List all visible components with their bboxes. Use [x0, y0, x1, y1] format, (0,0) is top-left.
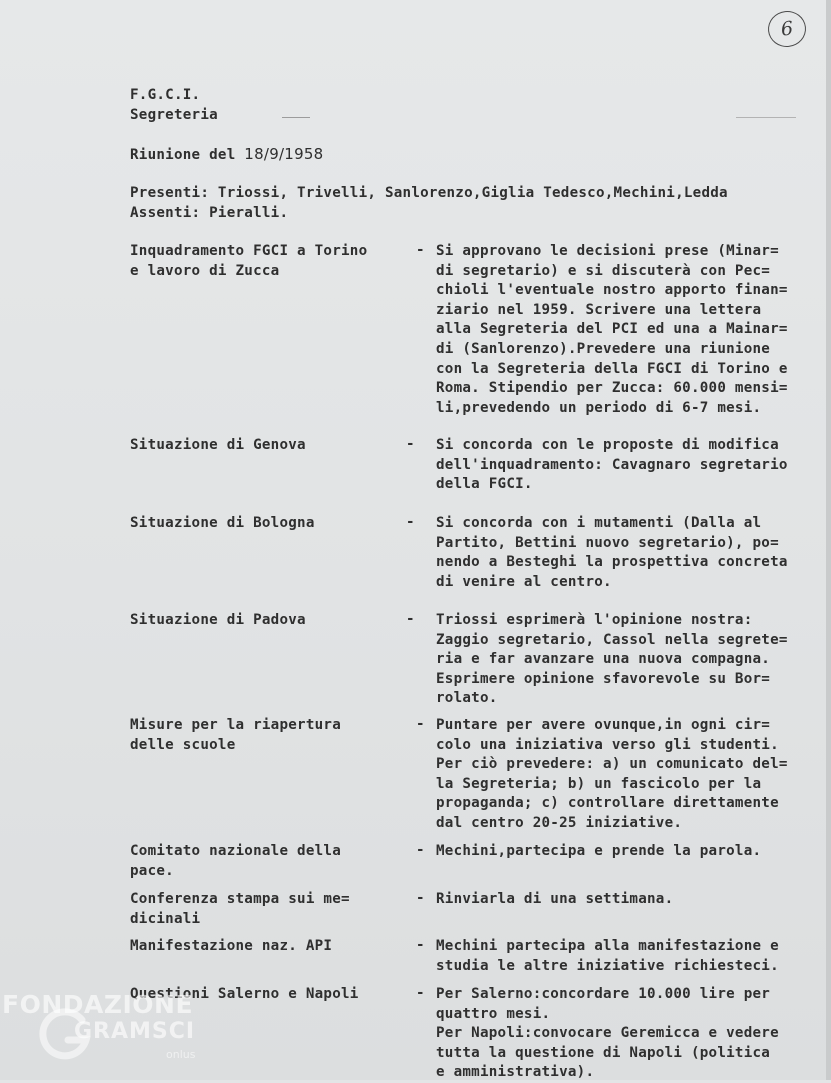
- present-list: Presenti: Triossi, Trivelli, Sanlorenzo,Giglia Tedesco,Mechini,Ledda: [130, 185, 728, 201]
- topic-line: Inquadramento FGCI a Torino: [130, 243, 368, 259]
- agenda-topic: [130, 937, 332, 957]
- agenda-decision: [436, 514, 788, 592]
- item-dash: -: [416, 842, 425, 858]
- agenda-topic: [130, 890, 350, 929]
- agenda-topic: [130, 514, 315, 534]
- pencil-stroke: [736, 117, 796, 118]
- meeting-title: [130, 145, 323, 166]
- topic-line: Conferenza stampa sui me=: [130, 891, 350, 907]
- topic-line: Situazione di Bologna: [130, 515, 315, 531]
- decision-line: alla Segreteria del PCI ed una a Mainar=: [436, 321, 788, 338]
- decision-line: Partito, Bettini nuovo segretario), po=: [436, 534, 779, 551]
- decision-line: e amministrativa).: [436, 1064, 595, 1081]
- decision-line: Mechini partecipa alla manifestazione e: [436, 938, 779, 954]
- item-dash: -: [416, 716, 425, 732]
- decision-line: Per Napoli:convocare Geremicca e vedere: [436, 1025, 779, 1042]
- absent-list: Assenti: Pieralli.: [130, 205, 289, 221]
- topic-line: Misure per la riapertura: [130, 717, 341, 733]
- decision-line: della FGCI.: [436, 476, 533, 493]
- decision-line: di segretario) e si discuterà con Pec=: [436, 262, 771, 279]
- office-name: Segreteria: [130, 107, 218, 123]
- topic-line: Manifestazione naz. API: [130, 938, 333, 954]
- decision-line: Roma. Stipendio per Zucca: 60.000 mensi=: [436, 380, 788, 397]
- fondazione-gramsci-watermark: [0, 984, 220, 1080]
- decision-line: chioli l'eventuale nostro apporto finan=: [436, 282, 788, 299]
- topic-line: pace.: [130, 862, 174, 879]
- agenda-topic: [130, 842, 341, 881]
- watermark-line2: GRAMSCI: [74, 1019, 196, 1044]
- topic-line: dicinali: [130, 910, 201, 927]
- decision-line: Per Salerno:concordare 10.000 lire per: [436, 986, 771, 1002]
- decision-line: Si concorda con i mutamenti (Dalla al: [436, 515, 762, 531]
- agenda-decision: [436, 436, 788, 495]
- agenda-decision: [436, 937, 779, 976]
- watermark-suffix: onlus: [166, 1048, 196, 1061]
- item-dash: -: [416, 242, 425, 258]
- page-edge: [826, 0, 831, 1080]
- decision-line: tutta la questione di Napoli (politica: [436, 1044, 771, 1061]
- agenda-topic: [130, 436, 306, 456]
- decision-line: Esprimere opinione sfavorevole su Bor=: [436, 670, 771, 687]
- agenda-decision: [436, 985, 779, 1083]
- meeting-date: 18/9/1958: [244, 145, 324, 163]
- decision-line: dal centro 20-25 iniziative.: [436, 814, 683, 831]
- decision-line: di (Sanlorenzo).Prevedere una riunione: [436, 340, 771, 357]
- agenda-topic: [130, 242, 367, 281]
- decision-line: dell'inquadramento: Cavagnaro segretario: [436, 456, 788, 473]
- decision-line: Zaggio segretario, Cassol nella segrete=: [436, 631, 788, 648]
- item-dash: -: [406, 611, 415, 627]
- meeting-label: Riunione del: [130, 147, 236, 163]
- agenda-decision: [436, 842, 761, 862]
- decision-line: propaganda; c) controllare direttamente: [436, 795, 779, 812]
- decision-line: con la Segreteria della FGCI di Torino e: [436, 360, 788, 377]
- agenda-decision: [436, 890, 673, 910]
- page-number-circle: 6: [766, 9, 808, 49]
- item-dash: -: [416, 937, 425, 953]
- agenda-topic: [130, 611, 306, 631]
- watermark-line1: FONDAZIONE: [2, 990, 194, 1019]
- decision-line: Rinviarla di una settimana.: [436, 891, 674, 907]
- decision-line: ria e far avanzare una nuova compagna.: [436, 651, 771, 668]
- decision-line: Puntare per avere ovunque,in ogni cir=: [436, 717, 771, 733]
- topic-line: delle scuole: [130, 736, 236, 753]
- decision-line: Per ciò prevedere: a) un comunicato del=: [436, 756, 788, 773]
- decision-line: di venire al centro.: [436, 573, 612, 590]
- topic-line: Situazione di Padova: [130, 612, 306, 628]
- decision-line: la Segreteria; b) un fascicolo per la: [436, 775, 762, 792]
- decision-line: ziario nel 1959. Scrivere una lettera: [436, 301, 762, 318]
- topic-line: Questioni Salerno e Napoli: [130, 986, 359, 1002]
- decision-line: rolato.: [436, 690, 498, 707]
- decision-line: Mechini,partecipa e prende la parola.: [436, 843, 762, 859]
- item-dash: -: [416, 985, 425, 1001]
- org-name: F.G.C.I.: [130, 87, 201, 103]
- item-dash: -: [416, 890, 425, 906]
- topic-line: Comitato nazionale della: [130, 843, 341, 859]
- decision-line: studia le altre iniziative richiesteci.: [436, 957, 779, 974]
- decision-line: quattro mesi.: [436, 1005, 551, 1022]
- agenda-decision: [436, 242, 788, 418]
- agenda-decision: [436, 716, 788, 834]
- decision-line: Triossi esprimerà l'opinione nostra:: [436, 612, 753, 628]
- item-dash: -: [406, 436, 415, 452]
- decision-line: Si approvano le decisioni prese (Minar=: [436, 243, 779, 259]
- decision-line: nendo a Besteghi la prospettiva concreta: [436, 554, 788, 571]
- item-dash: -: [406, 514, 415, 530]
- pencil-stroke: [282, 117, 310, 118]
- decision-line: li,prevedendo un periodo di 6-7 mesi.: [436, 399, 762, 416]
- agenda-topic: [130, 716, 341, 755]
- topic-line: e lavoro di Zucca: [130, 262, 280, 279]
- decision-line: colo una iniziativa verso gli studenti.: [436, 736, 779, 753]
- agenda-decision: [436, 611, 788, 709]
- decision-line: Si concorda con le proposte di modifica: [436, 437, 779, 453]
- topic-line: Situazione di Genova: [130, 437, 306, 453]
